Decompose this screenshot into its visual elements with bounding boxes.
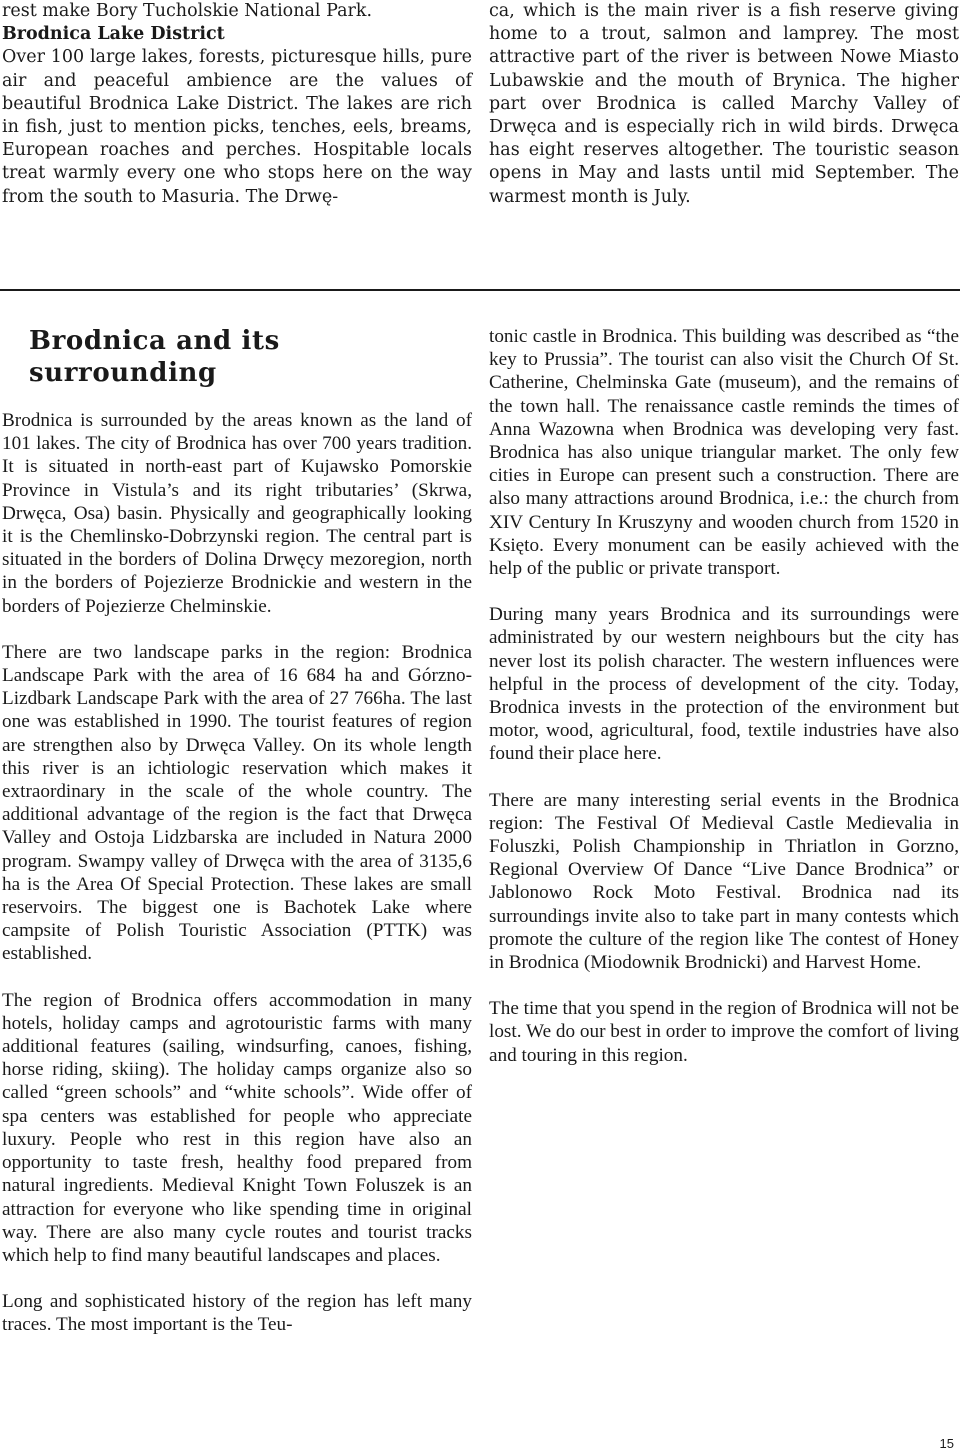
drweca-paragraph: ca, which is the main river is a fish reserve giving home to a trout, salmon and lamprey. The most attractive part of the river is between Nowe Miasto Lubawskie and the mouth of Brynica. The higher part over Brodnica is called Marchy Valley of Drwęca and is especially rich in wild birds. Drwęca has eight reserves altogether. The touristic season opens in May and lasts until mid September. The warmest month is July. bbox=[489, 1, 959, 207]
top-left-column bbox=[2, 0, 472, 209]
lake-district-heading: Brodnica Lake District bbox=[2, 24, 225, 45]
page-number: 15 bbox=[939, 1436, 954, 1451]
lake-district-paragraph: Over 100 large lakes, forests, picturesque hills, pure air and peaceful ambience are the values of beautiful Brodnica Lake District. The lakes are rich in fish, just to mention picks, tenches, eels, breams, European roaches and perches. Hospitable locals treat warmly every one who stops here on the way from the south to Masuria. The Drwę- bbox=[2, 47, 472, 207]
paragraph-history: Long and sophisticated history of the region has left many traces. The most important is the Teu- bbox=[2, 1291, 472, 1336]
bottom-right-column bbox=[489, 325, 959, 1067]
bottom-left-column bbox=[2, 325, 472, 1337]
paragraph-castle: tonic castle in Brodnica. This building was described as “the key to Prussia”. The tourist can also visit the Church Of St. Catherine, Chelminska Gate (museum), and the remains of the town hall. The renaissance castle reminds the times of Anna Wazowna when Brodnica was developing very fast. Brodnica has also unique triangular market. The only few cities in Europe can present such a construction. There are also many attractions around Brodnica, i.e.: the church from XIV Century In Kruszyny and wooden church from 1520 in Księto. Every monument can be easily achieved with the help of the public or private transport. bbox=[489, 326, 959, 580]
paragraph-surroundings: Brodnica is surrounded by the areas known as the land of 101 lakes. The city of Brodnica has over 700 years tradition. It is situated in north-east part of Kujawsko Pomorskie Province in Vistula’s and its right tributaries’ (Skrwa, Drwęca, Osa) basin. Physically and geographically looking it is the Chemlinsko-Dobrzynski region. The central part is situated in the borders of Dolina Drwęcy mezoregion, north in the borders of Pojezierze Brodnickie and western in the borders of Pojezierze Chelminskie. bbox=[2, 410, 472, 617]
section-divider bbox=[0, 289, 960, 291]
paragraph-accommodation: The region of Brodnica offers accommodation in many hotels, holiday camps and agrotouristic farms with many additional features (sailing, windsurfing, canoes, fishing, horse riding, skiing). The holiday camps organize also so called “green schools” and “white schools”. Wide offer of spa centers was established for people who appreciate luxury. People who rest in this region have also an opportunity to taste fresh, healthy food prepared from natural ingredients. Medieval Knight Town Foluszek is an attraction for everyone who like spending time in original way. There are also many cycle routes and tourist tracks which help to find many beautiful landscapes and places. bbox=[2, 989, 472, 1266]
paragraph-events: There are many interesting serial events in the Brodnica region: The Festival Of Medieval Castle Medievalia in Foluszki, Polish Championship in Thriatlon in Gorzno, Regional Overview Of Dance “Live Dance Brodnica” or Jablonowo Rock Moto Festival. Brodnica nad its surroundings invite also to take part in many contests which promote the culture of the region like The contest of Honey in Brodnica (Miodownik Brodnicki) and Harvest Home. bbox=[489, 789, 959, 974]
intro-line: rest make Bory Tucholskie National Park. bbox=[2, 1, 373, 21]
paragraph-development: During many years Brodnica and its surroundings were administrated by our western neighbours but the city has never lost its polish character. The western influences were helpful in the process of development of the city. Today, Brodnica invests in the protection of the environment but motor, wood, agricultural, food, textile industries have also found their place here. bbox=[489, 604, 959, 765]
top-right-column bbox=[489, 0, 959, 209]
paragraph-closing: The time that you spend in the region of Brodnica will not be lost. We do our best in order to improve the comfort of living and touring in this region. bbox=[489, 998, 959, 1066]
paragraph-landscape-parks: There are two landscape parks in the region: Brodnica Landscape Park with the area of 16 684 ha and Górzno-Lizdbark Landscape Park with the area of 27 766ha. The last one was established in 1990. The tourist features of region are strengthen also by Drwęca Valley. On its whole length this river is an ichtiologic reservation which makes it extraordinary in the scale of the whole country. The additional advantage of the region is the fact that Drwęca Valley and Ostoja Lidzbarska are included in Natura 2000 program. Swampy valley of Drwęca with the area of 3135,6 ha is the Area Of Special Protection. These lakes are small reservoirs. The biggest one is Bachotek Lake where campsite of Polish Touristic Association (PTTK) was established. bbox=[2, 641, 472, 965]
section-title: Brodnica and its surrounding bbox=[29, 326, 280, 388]
